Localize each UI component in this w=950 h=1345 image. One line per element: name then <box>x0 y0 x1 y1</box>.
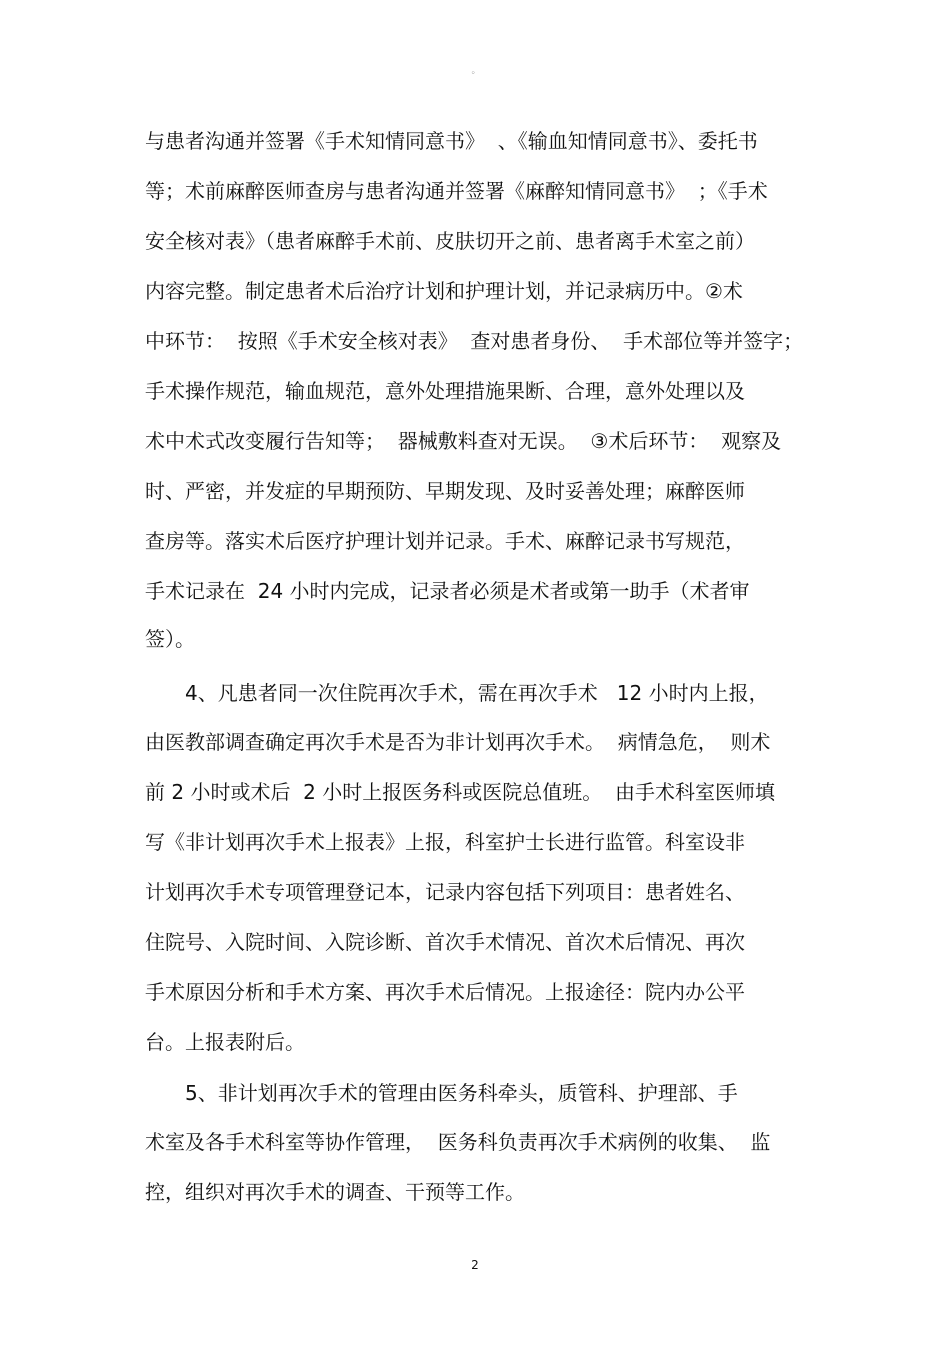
body-line: 前 2 小时或术后 2 小时上报医务科或医院总值班。 由手术科室医师填 <box>145 780 775 804</box>
body-line: 时、严密，并发症的早期预防、早期发现、及时妥善处理；麻醉医师 <box>145 479 745 503</box>
body-line: 手术操作规范，输血规范，意外处理措施果断、合理，意外处理以及 <box>145 379 745 403</box>
body-line: 术室及各手术科室等协作管理， 医务科负责再次手术病例的收集、 监 <box>145 1130 771 1154</box>
body-line: 内容完整。制定患者术后治疗计划和护理计划，并记录病历中。②术 <box>145 279 743 303</box>
body-line: 与患者沟通并签署《手术知情同意书》 、《输血知情同意书》、委托书 <box>145 129 758 153</box>
body-line: 由医教部调查确定再次手术是否为非计划再次手术。 病情急危， 则术 <box>145 730 771 754</box>
body-line: 手术记录在 24 小时内完成，记录者必须是术者或第一助手（术者审 <box>145 579 750 603</box>
paragraph-5-first-line: 5、非计划再次手术的管理由医务科牵头，质管科、护理部、手 <box>185 1081 738 1105</box>
body-line: 手术原因分析和手术方案、再次手术后情况。上报途径：院内办公平 <box>145 980 745 1004</box>
body-line: 计划再次手术专项管理登记本，记录内容包括下列项目：患者姓名、 <box>145 880 745 904</box>
body-line: 术中术式改变履行告知等； 器械敷料查对无误。 ③术后环节： 观察及 <box>145 429 782 453</box>
paragraph-4-first-line: 4、凡患者同一次住院再次手术，需在再次手术 12 小时内上报， <box>185 681 769 705</box>
body-line: 控，组织对再次手术的调查、干预等工作。 <box>145 1180 525 1204</box>
body-line: 查房等。落实术后医疗护理计划并记录。手术、麻醉记录书写规范， <box>145 529 745 553</box>
body-line: 住院号、入院时间、入院诊断、首次手术情况、首次术后情况、再次 <box>145 930 745 954</box>
page-number: 2 <box>471 1258 479 1272</box>
body-line: 中环节： 按照《手术安全核对表》 查对患者身份、 手术部位等并签字； <box>145 329 804 353</box>
body-line: 写《非计划再次手术上报表》上报，科室护士长进行监管。科室设非 <box>145 830 745 854</box>
body-line: 签）。 <box>145 627 195 651</box>
body-line: 台。上报表附后。 <box>145 1030 305 1054</box>
header-mark: 。 <box>471 66 481 76</box>
body-line: 安全核对表》（患者麻醉手术前、皮肤切开之前、患者离手术室之前） <box>145 229 755 253</box>
body-line: 等；术前麻醉医师查房与患者沟通并签署《麻醉知情同意书》 ；《手术 <box>145 179 768 203</box>
